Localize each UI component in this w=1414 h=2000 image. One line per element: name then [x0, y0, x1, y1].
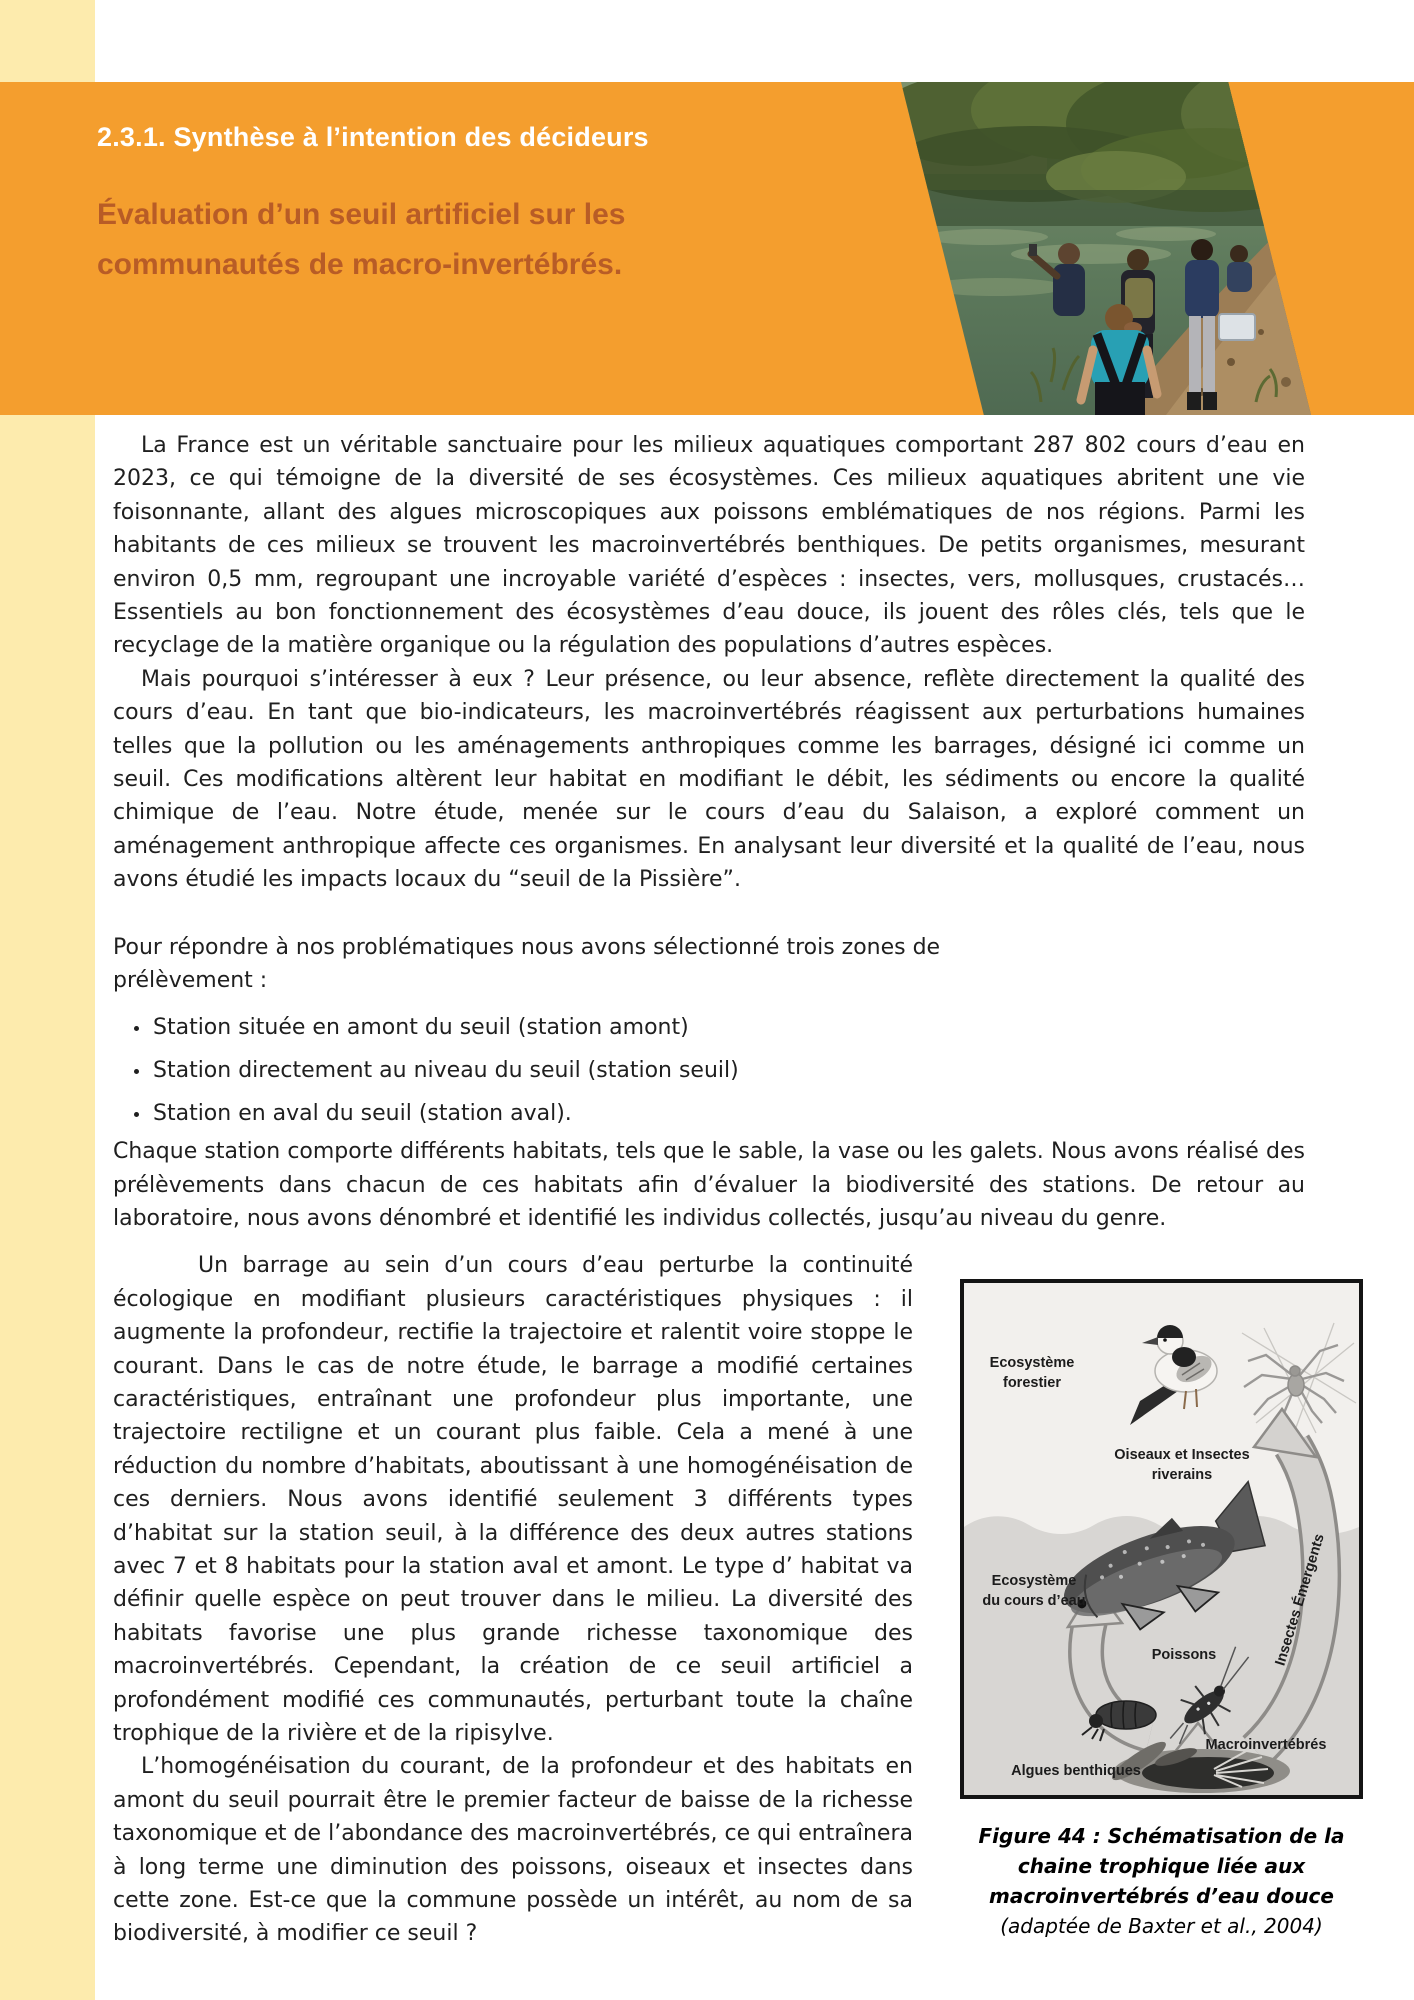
label-ecosysteme-forestier-1: Ecosystème [989, 1355, 1075, 1372]
figure-column [960, 1249, 1363, 1951]
label-ecosysteme-cours-eau-1: Ecosystème [991, 1573, 1077, 1590]
paragraph-barrage: Un barrage au sein d’un cours d’eau perturbe la continuité écologique en modifiant plusieurs caractéristiques physiques : il augmente la profondeur, rectifie la trajectoire et ralentit voire stoppe le courant. Dans le cas de notre étude, le barrage a modifié certaines caractéristiques, entraînant une profondeur plus importante, une trajectoire rectiligne et un courant plus faible. Cela a mené à une réduction du nombre d’habitats, aboutissant à une homogénéisation de ces derniers. Nous avons identifié seulement 3 différents types d’habitat sur la station seuil, à la différence des deux autres stations avec 7 et 8 habitats pour la station aval et amont. Le type d’ habitat va définir quelle espèce on peut trouver dans le milieu. La diversité des habitats favorise une plus grande richesse taxonomique des macroinvertébrés. Cependant, la création de ce seuil artificiel a profondément modifié ces communautés, perturbant toute la chaîne trophique de la rivière et de la ripisylve. [113, 1253, 913, 1747]
label-ecosysteme-cours-eau-2: du cours d’eau [982, 1593, 1086, 1610]
figure-image [960, 1279, 1363, 1799]
label-insectes-emergents: Insectes Émergents [1272, 1532, 1328, 1669]
label-oiseaux-insectes-2: riverains [1151, 1467, 1213, 1484]
label-ecosysteme-forestier-2: forestier [1002, 1375, 1062, 1392]
label-oiseaux-insectes-1: Oiseaux et Insectes [1114, 1447, 1250, 1464]
river-fieldwork-illustration [901, 82, 1311, 415]
figure-caption-text: Figure 44 : Schématisation de la chaine trophique liée aux macroinvertébrés d’eau douce [978, 1824, 1345, 1909]
header-photo [901, 82, 1311, 415]
list-item-station-seuil: • Station directement au niveau du seuil (station seuil) [151, 1049, 1251, 1092]
paragraph-bioindicateurs: Mais pourquoi s’intéresser à eux ? Leur présence, ou leur absence, reflète directement la qualité des cours d’eau. En tant que bio-indicateurs, les macroinvertébrés réagissent aux perturbations humaines telles que la pollution ou les aménagements anthropiques comme les barrages, désigné ici comme un seuil. Ces modifications altèrent leur habitat en modifiant le débit, les sédiments ou encore la qualité chimique de l’eau. Notre étude, menée sur le cours d’eau du Salaison, a exploré comment un aménagement anthropique affecte ces organismes. En analysant leur diversité et la qualité de l’eau, nous avons étudié les impacts locaux du “seuil de la Pissière”. [113, 666, 1305, 893]
figure-caption [960, 1821, 1363, 1941]
station-list [113, 1006, 1251, 1136]
figure-44 [960, 1279, 1363, 1941]
paragraph-zones-intro: Pour répondre à nos problématiques nous avons sélectionné trois zones de prélèvement : [113, 934, 941, 994]
report-subtitle: Évaluation d’un seuil artificiel sur les communautés de macro-invertébrés. [97, 198, 626, 281]
section-title: 2.3.1. Synthèse à l’intention des décideurs [97, 122, 649, 152]
trophic-chain-diagram [964, 1283, 1359, 1795]
figure-caption-source: (adaptée de Baxter et al., 2004) [1000, 1914, 1323, 1939]
label-macroinvertebres: Macroinvertébrés [1205, 1737, 1327, 1754]
label-poissons: Poissons [1151, 1647, 1217, 1664]
paragraph-homogeneisation: L’homogénéisation du courant, de la profondeur et des habitats en amont du seuil pourrait être le premier facteur de baisse de la richesse taxonomique et de l’abondance des macroinvertébrés, ce qui entraînera à long terme une diminution des poissons, oiseaux et insectes dans cette zone. Est-ce que la commune possède un intérêt, au nom de sa biodiversité, à modifier ce seuil ? [113, 1754, 913, 1947]
two-column-section [113, 1249, 1363, 1951]
header-band [0, 82, 1414, 415]
list-item-station-amont: • Station située en amont du seuil (station amont) [151, 1006, 1251, 1049]
paragraph-france-sanctuaire: La France est un véritable sanctuaire pour les milieux aquatiques comportant 287 802 cours d’eau en 2023, ce qui témoigne de la diversité de ses écosystèmes. Ces milieux aquatiques abritent une vie foisonnante, allant des algues microscopiques aux poissons emblématiques de nos régions. Parmi les habitants de ces milieux se trouvent les macroinvertébrés benthiques. De petits organismes, mesurant environ 0,5 mm, regroupant une incroyable variété d’espèces : insectes, vers, mollusques, crustacés… Essentiels au bon fonctionnement des écosystèmes d’eau douce, ils jouent des rôles clés, tels que le recyclage de la matière organique ou la régulation des populations d’autres espèces. [113, 433, 1305, 659]
paragraph-habitats: Chaque station comporte différents habitats, tels que le sable, la vase ou les galets. Nous avons réalisé des prélèvements dans chacun de ces habitats afin d’évaluer la biodiversité des stations. De retour au laboratoire, nous avons dénombré et identifié les individus collectés, jusqu’au niveau du genre. [113, 1139, 1305, 1231]
left-text-column [113, 1249, 913, 1951]
page-content [113, 415, 1363, 1951]
label-algues-benthiques: Algues benthiques [1011, 1763, 1141, 1780]
list-item-station-aval: • Station en aval du seuil (station aval). [151, 1092, 1251, 1135]
